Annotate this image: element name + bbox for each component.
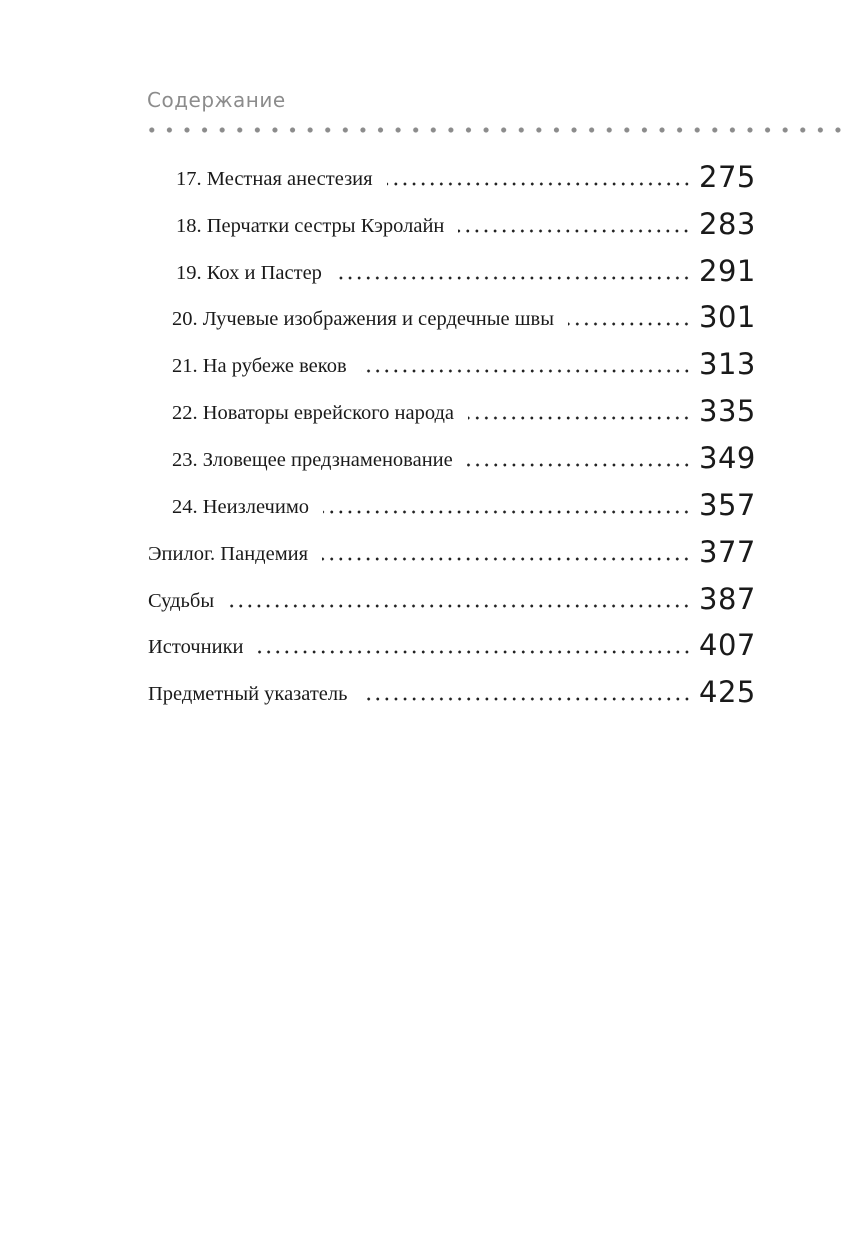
- toc-entry-page: 275: [699, 160, 756, 194]
- toc-entry-page: 387: [699, 582, 756, 616]
- toc-entry-page: 313: [699, 347, 756, 381]
- toc-entry-title: 22. Новаторы еврейского народа: [172, 402, 455, 424]
- toc-entry-title: 23. Зловещее предзнаменование: [172, 449, 453, 471]
- toc-entry-title: Судьбы: [148, 590, 215, 612]
- toc-entry-page: 377: [699, 535, 756, 569]
- toc-entry-page: 425: [699, 675, 756, 709]
- dot-leader: [322, 556, 691, 562]
- toc-entry-page: 407: [699, 628, 756, 662]
- toc-entry-title: 19. Кох и Пастер: [176, 262, 322, 284]
- toc-entry-page: 335: [699, 394, 756, 428]
- toc-entry-title: Предметный указатель: [148, 683, 348, 705]
- dot-leader: [362, 696, 692, 702]
- toc-entry-title: Эпилог. Пандемия: [148, 543, 309, 565]
- dot-leader: [228, 603, 691, 609]
- toc-entry-page: 283: [699, 207, 756, 241]
- toc-entry-title: Источники: [148, 636, 244, 658]
- toc-entry[interactable]: [172, 488, 756, 522]
- page-header: Содержание: [147, 88, 286, 112]
- toc-entry-page: 301: [699, 300, 756, 334]
- toc-entry[interactable]: [148, 628, 756, 662]
- toc-entry-page: 349: [699, 441, 756, 475]
- toc-entry[interactable]: [172, 300, 756, 334]
- dot-leader: [468, 415, 691, 421]
- toc-entry[interactable]: [148, 675, 756, 709]
- dot-leader: [467, 462, 691, 468]
- toc-entry-title: 18. Перчатки сестры Кэролайн: [176, 215, 445, 237]
- toc-entry[interactable]: [172, 347, 756, 381]
- toc-entry-page: 357: [699, 488, 756, 522]
- toc-entry[interactable]: [148, 582, 756, 616]
- dot-leader: [458, 228, 691, 234]
- toc-entry-title: 21. На рубеже веков: [172, 355, 347, 377]
- dot-leader: [336, 275, 691, 281]
- toc-entry-title: 24. Неизлечимо: [172, 496, 310, 518]
- dot-leader: [258, 649, 692, 655]
- toc-entry-title: 17. Местная анестезия: [176, 168, 373, 190]
- toc-entry-page: 291: [699, 254, 756, 288]
- toc-entry-title: 20. Лучевые изображения и сердечные швы: [172, 308, 555, 330]
- toc-entry[interactable]: [172, 394, 756, 428]
- dot-leader: [323, 509, 691, 515]
- dot-leader: [361, 368, 691, 374]
- toc-entry[interactable]: [172, 441, 756, 475]
- toc-entry[interactable]: [176, 254, 756, 288]
- dot-leader: [568, 321, 691, 327]
- dot-leader: [387, 181, 691, 187]
- toc-entry[interactable]: [148, 535, 756, 569]
- toc-entry[interactable]: [176, 207, 756, 241]
- toc-entry[interactable]: [176, 160, 756, 194]
